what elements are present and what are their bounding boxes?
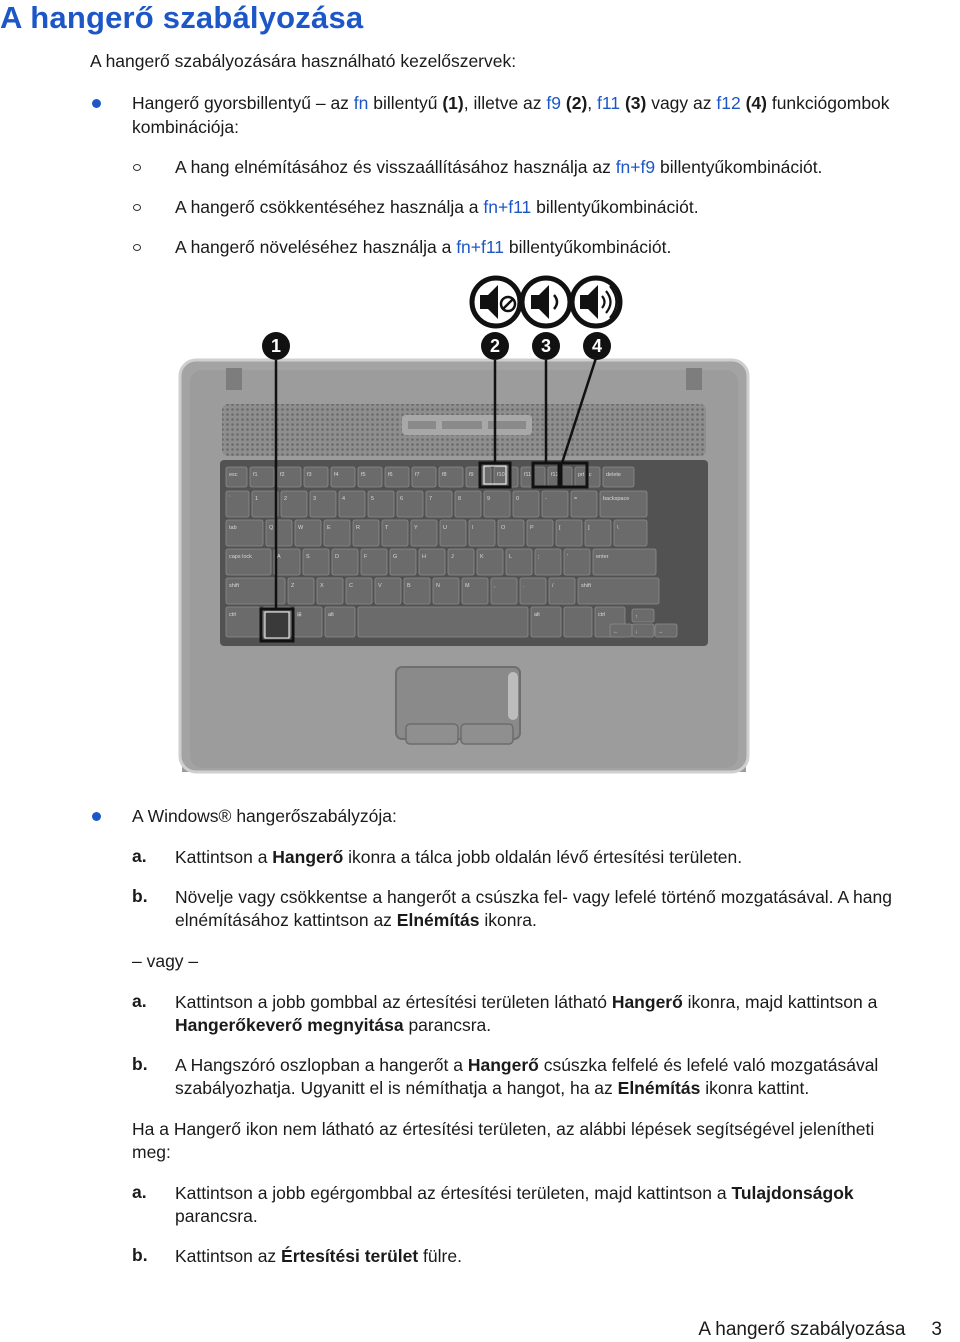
keyboard-key-label: enter (596, 554, 609, 560)
sub-item-decrease: A hangerő csökkentéséhez használja a fn+f11 billentyűkombinációt. (175, 197, 699, 217)
keyboard-key (310, 491, 336, 517)
sub-bullet-marker (133, 164, 141, 171)
keyboard-key-label: ctrl (229, 612, 237, 618)
para-line2: meg: (132, 1142, 171, 1162)
step-b1-line2: elnémításához kattintson az Elnémítás ikonra. (175, 910, 537, 930)
keyboard-key (600, 491, 647, 517)
keyboard-key (535, 549, 561, 575)
step-b3: Kattintson az Értesítési terület fülre. (175, 1246, 462, 1266)
keyboard-key-label: - (545, 496, 547, 502)
sub-item-increase: A hangerő növeléséhez használja a fn+f11 billentyűkombinációt. (175, 237, 672, 257)
keyboard-key (426, 491, 452, 517)
step-b1-line1: Növelje vagy csökkentse a hangerőt a csúszka fel- vagy lefelé történő mozgatásával. A hang (175, 887, 892, 907)
keyboard-key (382, 520, 408, 546)
keyboard-key-label: backspace (603, 496, 630, 502)
sub-bullet-marker (133, 244, 141, 251)
callout-1 (262, 332, 290, 360)
keyboard-key-label: W (298, 525, 304, 531)
keyboard-key-label: delete (606, 472, 621, 478)
keyboard-key-label: M (465, 583, 470, 589)
keyboard-key (390, 549, 416, 575)
callout-2 (481, 332, 509, 360)
keyboard-key-label: ] (588, 525, 590, 531)
keyboard-key (564, 549, 590, 575)
page-footer (698, 1319, 942, 1341)
keyboard-key-label: ← (613, 629, 619, 635)
keyboard-key-label: tab (229, 525, 237, 531)
keyboard-key (455, 491, 481, 517)
keyboard-key-label: f12 (551, 472, 559, 478)
keyboard-key (469, 520, 495, 546)
keyboard-key (324, 520, 350, 546)
keyboard-key-label: O (501, 525, 506, 531)
keyboard-key (556, 520, 582, 546)
keyboard-key-label: / (552, 583, 554, 589)
keyboard-key-label: alt (328, 612, 334, 618)
keyboard-key (397, 491, 423, 517)
keyboard-key (477, 549, 503, 575)
keyboard-key (578, 578, 659, 604)
keyboard-key-label: f2 (280, 472, 285, 478)
keyboard-key-label: shift (229, 583, 240, 589)
keyboard-key (346, 578, 372, 604)
speaker-high-icon (572, 278, 620, 326)
bullet-marker (92, 99, 101, 108)
keyboard-key (274, 549, 300, 575)
keyboard-key (317, 578, 343, 604)
keyboard-key-label: ⊞ (297, 612, 302, 618)
keyboard-key-label: ↑ (635, 614, 638, 620)
keyboard-key-label: ; (538, 554, 540, 560)
or-separator: – vagy – (132, 951, 199, 971)
keyboard-key-label: D (335, 554, 339, 560)
keyboard-key-label: R (356, 525, 360, 531)
keyboard-key-label: 3 (313, 496, 317, 502)
keyboard-key-label: → (658, 629, 664, 635)
intro-text: A hangerő szabályozására használható kezelőszervek: (90, 51, 517, 71)
keyboard-key-label: shift (581, 583, 592, 589)
keyboard-key-label: L (509, 554, 513, 560)
keyboard-key-label: 5 (371, 496, 375, 502)
step-letter: b. (132, 1245, 148, 1265)
svg-text:3: 3 (540, 336, 552, 356)
keyboard-key-label: Q (269, 525, 274, 531)
keyboard-key-label: Y (414, 525, 418, 531)
keyboard-key-label: f10 (497, 472, 505, 478)
keyboard-key (549, 578, 575, 604)
keyboard-key (448, 549, 474, 575)
step-b2-line2: szabályozhatja. Ugyanitt el is némíthatja a hangot, ha az Elnémítás ikonra kattint. (175, 1078, 810, 1098)
keyboard-key-label: , (494, 583, 496, 589)
step-letter: a. (132, 1182, 147, 1202)
keyboard-key-label: f3 (307, 472, 312, 478)
keyboard-key (404, 578, 430, 604)
keyboard-key-label: X (320, 583, 324, 589)
keyboard-key (226, 491, 249, 517)
step-a2-line2: Hangerőkeverő megnyitása parancsra. (175, 1015, 492, 1035)
keyboard-key (593, 549, 656, 575)
keyboard-key-label: f5 (361, 472, 366, 478)
keyboard-figure (170, 272, 760, 782)
keyboard-key-label: C (349, 583, 353, 589)
keyboard-key-label: \ (617, 525, 619, 531)
keyboard-key-label: K (480, 554, 484, 560)
keyboard-key-label: f6 (388, 472, 393, 478)
keyboard-key (440, 520, 466, 546)
keyboard-key (303, 549, 329, 575)
sub-bullet-marker (133, 204, 141, 211)
keyboard-key (295, 520, 321, 546)
keyboard-key (585, 520, 611, 546)
keyboard-key-label: ` (229, 496, 231, 502)
speaker-low-icon (522, 278, 570, 326)
keyboard-key (368, 491, 394, 517)
step-letter: b. (132, 886, 148, 906)
keyboard-key (361, 549, 387, 575)
keyboard-key (288, 578, 314, 604)
keyboard-key (226, 549, 271, 575)
keyboard-key-label: f4 (334, 472, 339, 478)
keyboard-key-label: I (472, 525, 474, 531)
step-letter: b. (132, 1054, 148, 1074)
keyboard-key-label: J (451, 554, 454, 560)
keyboard-key-label: f7 (415, 472, 420, 478)
step-a3-line1: Kattintson a jobb egérgombbal az értesítési területen, majd kattintson a Tulajdonságok (175, 1183, 854, 1203)
keyboard-key (281, 491, 307, 517)
step-a2-line1: Kattintson a jobb gombbal az értesítési területen látható Hangerő ikonra, majd kattintson a (175, 992, 878, 1012)
speaker-mute-icon (472, 278, 520, 326)
keyboard-key (266, 520, 292, 546)
keyboard-key-label: T (385, 525, 389, 531)
keyboard-key-label: B (407, 583, 411, 589)
keyboard-key-label: 6 (400, 496, 404, 502)
keyboard-key-label: U (443, 525, 447, 531)
keyboard-key-label: A (277, 554, 281, 560)
keyboard-key-label: f8 (442, 472, 447, 478)
keyboard-key (571, 491, 597, 517)
keyboard-key-label: 8 (458, 496, 462, 502)
keyboard-key (542, 491, 568, 517)
bullet1-line2: kombinációja: (132, 117, 239, 137)
keyboard-key (614, 520, 647, 546)
keyboard-key (520, 578, 546, 604)
keyboard-key-label: Z (291, 583, 295, 589)
keyboard-key-label: 4 (342, 496, 346, 502)
step-a3-line2: parancsra. (175, 1206, 258, 1226)
keyboard-key-label: 0 (516, 496, 520, 502)
keyboard-key (513, 491, 539, 517)
keyboard-key (462, 578, 488, 604)
step-a1: Kattintson a Hangerő ikonra a tálca jobb oldalán lévő értesítési területen. (175, 847, 743, 867)
keyboard-key-label: N (436, 583, 440, 589)
keyboard-key (498, 520, 524, 546)
sub-item-mute: A hang elnémításához és visszaállításához használja az fn+f9 billentyűkombinációt. (175, 157, 823, 177)
keyboard-key (564, 607, 592, 637)
keyboard-key-label: E (327, 525, 331, 531)
keyboard-key-label: f9 (469, 472, 474, 478)
keyboard-key-label: 2 (284, 496, 288, 502)
bullet-marker (92, 812, 101, 821)
keyboard-key (433, 578, 459, 604)
page-number: 3 (931, 1319, 942, 1340)
keyboard-key-label: f11 (524, 472, 532, 478)
bullet1-line1: Hangerő gyorsbillentyű – az fn billentyű (1), illetve az f9 (2), f11 (3) vagy az f12 (4) funkciógombok (132, 93, 890, 113)
bullet2-text: A Windows® hangerőszabályzója: (132, 806, 397, 826)
keyboard-key (491, 578, 517, 604)
page-title: A hangerő szabályozása (0, 0, 364, 35)
keyboard-key-label: 9 (487, 496, 491, 502)
step-b2-line1: A Hangszóró oszlopban a hangerőt a Hangerő csúszka felfelé és lefelé való mozgatásával (175, 1055, 879, 1075)
keyboard-key-label: = (574, 496, 578, 502)
callout-3 (532, 332, 560, 360)
keyboard-key (339, 491, 365, 517)
keyboard-key-label: 1 (255, 496, 259, 502)
keyboard-key-label: f1 (253, 472, 258, 478)
keyboard-key (226, 520, 263, 546)
keyboard-key-label: G (393, 554, 398, 560)
keyboard-key-label: ctrl (598, 612, 606, 618)
keyboard-key-label: ' (567, 554, 569, 560)
keyboard-key (419, 549, 445, 575)
footer-section: A hangerő szabályozása (698, 1319, 906, 1340)
keyboard-key-label: caps lock (229, 554, 252, 560)
keyboard-key-label: P (530, 525, 534, 531)
svg-text:1: 1 (270, 336, 282, 356)
keyboard-key-label: H (422, 554, 426, 560)
step-letter: a. (132, 991, 147, 1011)
step-letter: a. (132, 846, 147, 866)
keyboard-key (252, 491, 278, 517)
keyboard-key-label: esc (229, 472, 238, 478)
keyboard-key (484, 491, 510, 517)
keyboard-key-label: . (523, 583, 525, 589)
svg-text:2: 2 (489, 336, 501, 356)
para-line1: Ha a Hangerő ikon nem látható az értesítési területen, az alábbi lépések segítségével jelenítheti (132, 1119, 875, 1139)
keyboard-key-label: prt sc (578, 472, 592, 478)
keyboard-key-label: 7 (429, 496, 433, 502)
keyboard-key (411, 520, 437, 546)
keyboard-key-label: [ (559, 525, 561, 531)
svg-text:4: 4 (591, 336, 603, 356)
keyboard-key-label: S (306, 554, 310, 560)
keyboard-key-label: alt (534, 612, 540, 618)
keyboard-key (353, 520, 379, 546)
keyboard-key-label: ↓ (635, 629, 638, 635)
keyboard-key-label: F (364, 554, 368, 560)
keyboard-key-label: V (378, 583, 382, 589)
keyboard-key (527, 520, 553, 546)
keyboard-key (506, 549, 532, 575)
keyboard-key (332, 549, 358, 575)
keyboard-key (375, 578, 401, 604)
keyboard-key (358, 607, 528, 637)
callout-4 (583, 332, 611, 360)
